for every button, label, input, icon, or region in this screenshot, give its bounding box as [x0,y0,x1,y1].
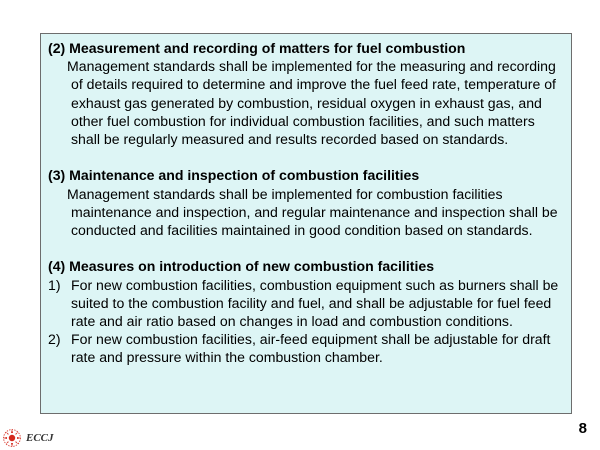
section-heading: (2) Measurement and recording of matters for fuel combustion [48,40,466,56]
content-box [40,33,572,414]
list-item-text: For new combustion facilities, air-feed equipment shall be adjustable for draft rate and pressure within the combustion chamber. [71,331,551,366]
section-body: Management standards shall be implemented for the measuring and recording of details required to determine and improve the fuel feed rate, temperature of exhaust gas generated by combustion, residual oxygen in exhaust gas, and other fuel combustion for individual combustion facilities, and such matters shall be regularly measured and results recorded based on standards. [67,58,556,148]
section-measurement-recording [48,39,563,148]
section-heading: (3) Maintenance and inspection of combustion facilities [48,167,420,184]
section-new-facilities [48,257,563,366]
section-maintenance-inspection [48,166,563,239]
section-body: Management standards shall be implemented for combustion facilities maintenance and inspection, and regular maintenance and inspection shall be conducted and facilities maintained in good condition based on standards. [67,185,558,239]
eccj-logo-icon [2,428,22,448]
list-marker: 2) [48,331,61,348]
logo-text: ECCJ [26,432,54,444]
list-item [48,330,563,366]
list-marker: 1) [48,276,61,293]
section-heading: (4) Measures on introduction of new combustion facilities [48,258,435,275]
list-item [48,276,563,331]
page-number: 8 [578,420,587,437]
footer-logo [2,428,54,448]
list-item-text: For new combustion facilities, combustion equipment such as burners shall be suited to the combustion facility and fuel, and shall be adjustable for fuel feed rate and air ratio based on changes in load and combustion conditions. [71,276,559,330]
